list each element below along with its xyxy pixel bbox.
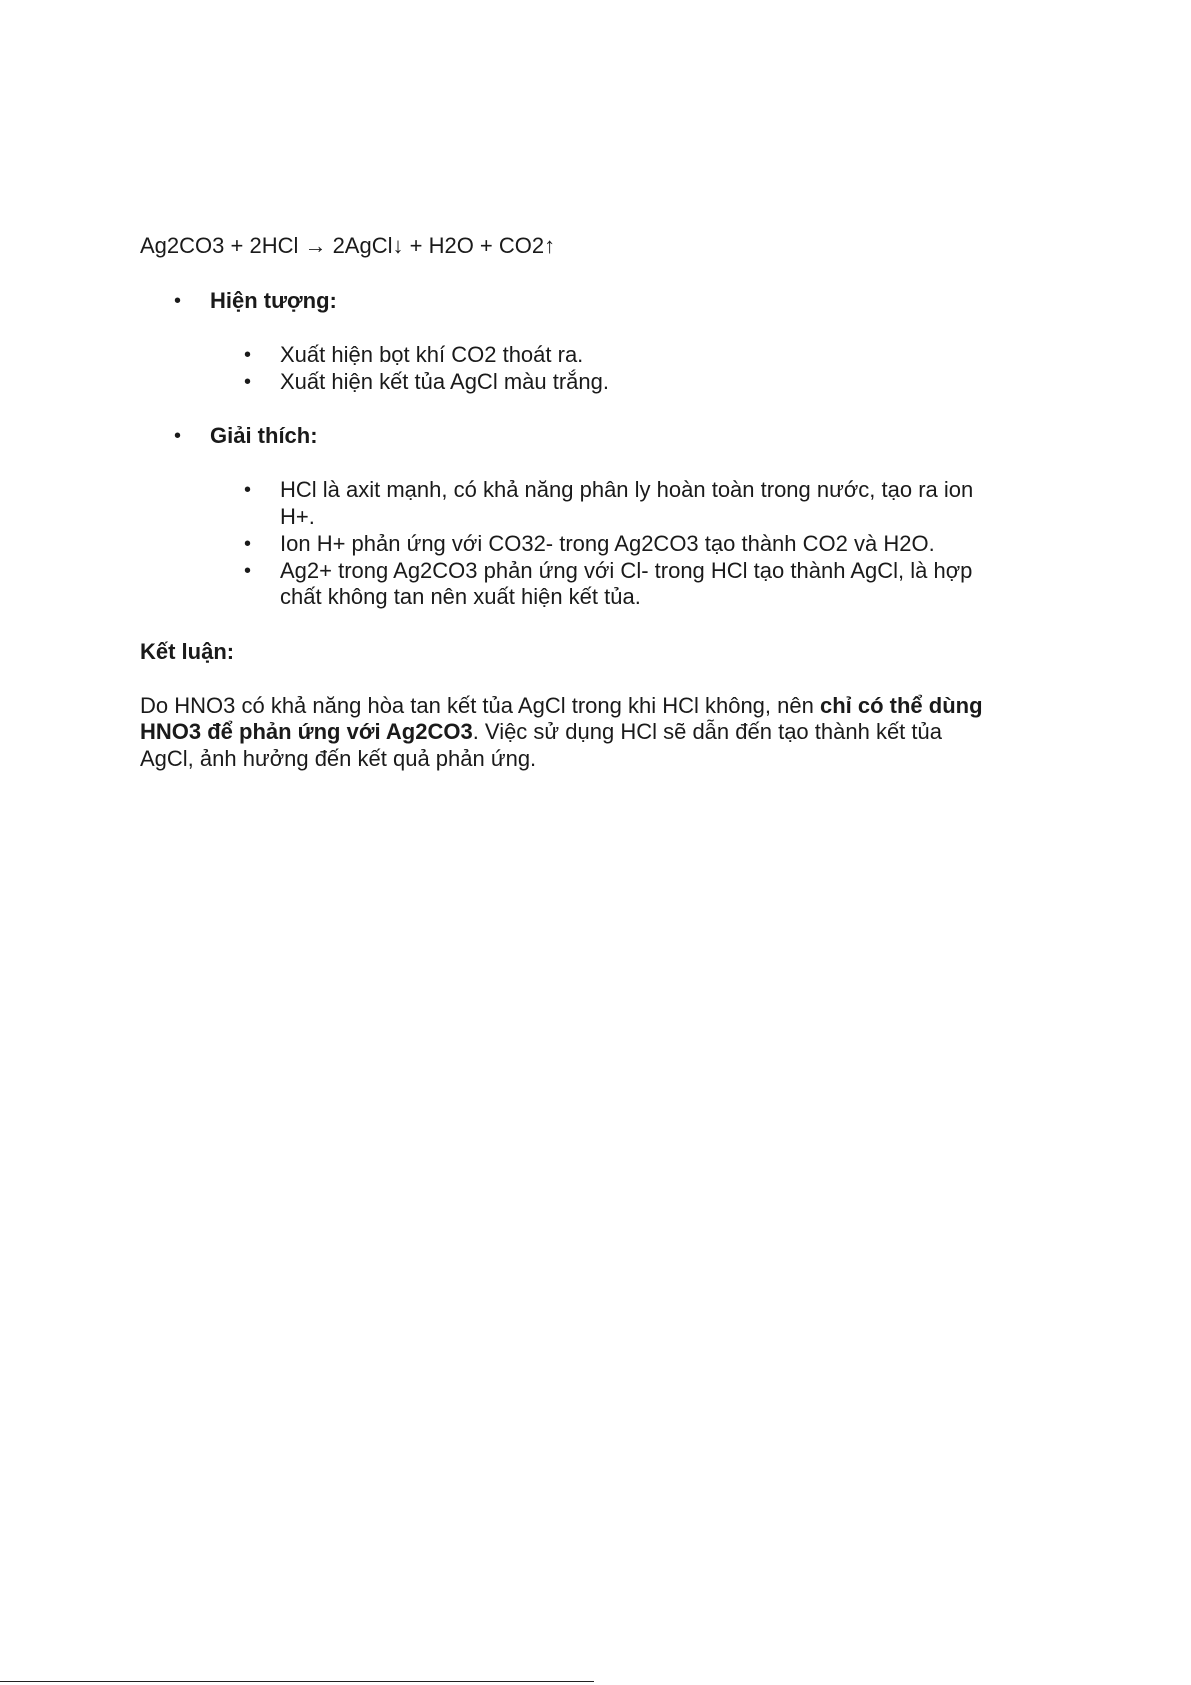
explanation-item-3-line2: chất không tan nên xuất hiện kết tủa.: [280, 584, 641, 609]
bullet-explanation-3: •: [244, 560, 252, 582]
conclusion-line-3: AgCl, ảnh hưởng đến kết quả phản ứng.: [140, 746, 537, 771]
conclusion-line-2: [140, 719, 942, 745]
reaction-equation: Ag2CO3 + 2HCl → 2AgCl↓ + H2O + CO2↑: [140, 233, 556, 258]
explanation-item-1-line2: H+.: [280, 504, 315, 529]
conclusion-text-1: Do HNO3 có khả năng hòa tan kết tủa AgCl trong khi HCl không, nên: [140, 693, 820, 718]
phenomenon-item-2: Xuất hiện kết tủa AgCl màu trắng.: [280, 369, 609, 394]
explanation-heading: Giải thích:: [210, 423, 318, 448]
bullet-phenomenon: •: [174, 290, 182, 312]
explanation-item-3-line1: Ag2+ trong Ag2CO3 phản ứng với Cl- trong HCl tạo thành AgCl, là hợp: [280, 558, 973, 583]
conclusion-emphasis-1: chỉ có thể dùng: [819, 693, 983, 718]
bullet-phenomenon-1: •: [244, 344, 252, 366]
footer-rule: [0, 1681, 594, 1682]
phenomenon-heading: Hiện tượng:: [210, 288, 337, 313]
conclusion-text-2: . Việc sử dụng HCl sẽ dẫn đến tạo thành kết tủa: [472, 719, 942, 744]
bullet-explanation: •: [174, 425, 182, 447]
bullet-explanation-2: •: [244, 533, 252, 555]
conclusion-emphasis-2: HNO3 để phản ứng với Ag2CO3: [140, 719, 473, 744]
conclusion-heading: Kết luận:: [140, 639, 235, 664]
phenomenon-item-1: Xuất hiện bọt khí CO2 thoát ra.: [280, 342, 584, 367]
bullet-phenomenon-2: •: [244, 371, 252, 393]
conclusion-line-1: [140, 693, 983, 719]
explanation-item-1-line1: HCl là axit mạnh, có khả năng phân ly hoàn toàn trong nước, tạo ra ion: [280, 477, 974, 502]
bullet-explanation-1: •: [244, 479, 252, 501]
explanation-item-2: Ion H+ phản ứng với CO32- trong Ag2CO3 tạo thành CO2 và H2O.: [280, 531, 935, 556]
